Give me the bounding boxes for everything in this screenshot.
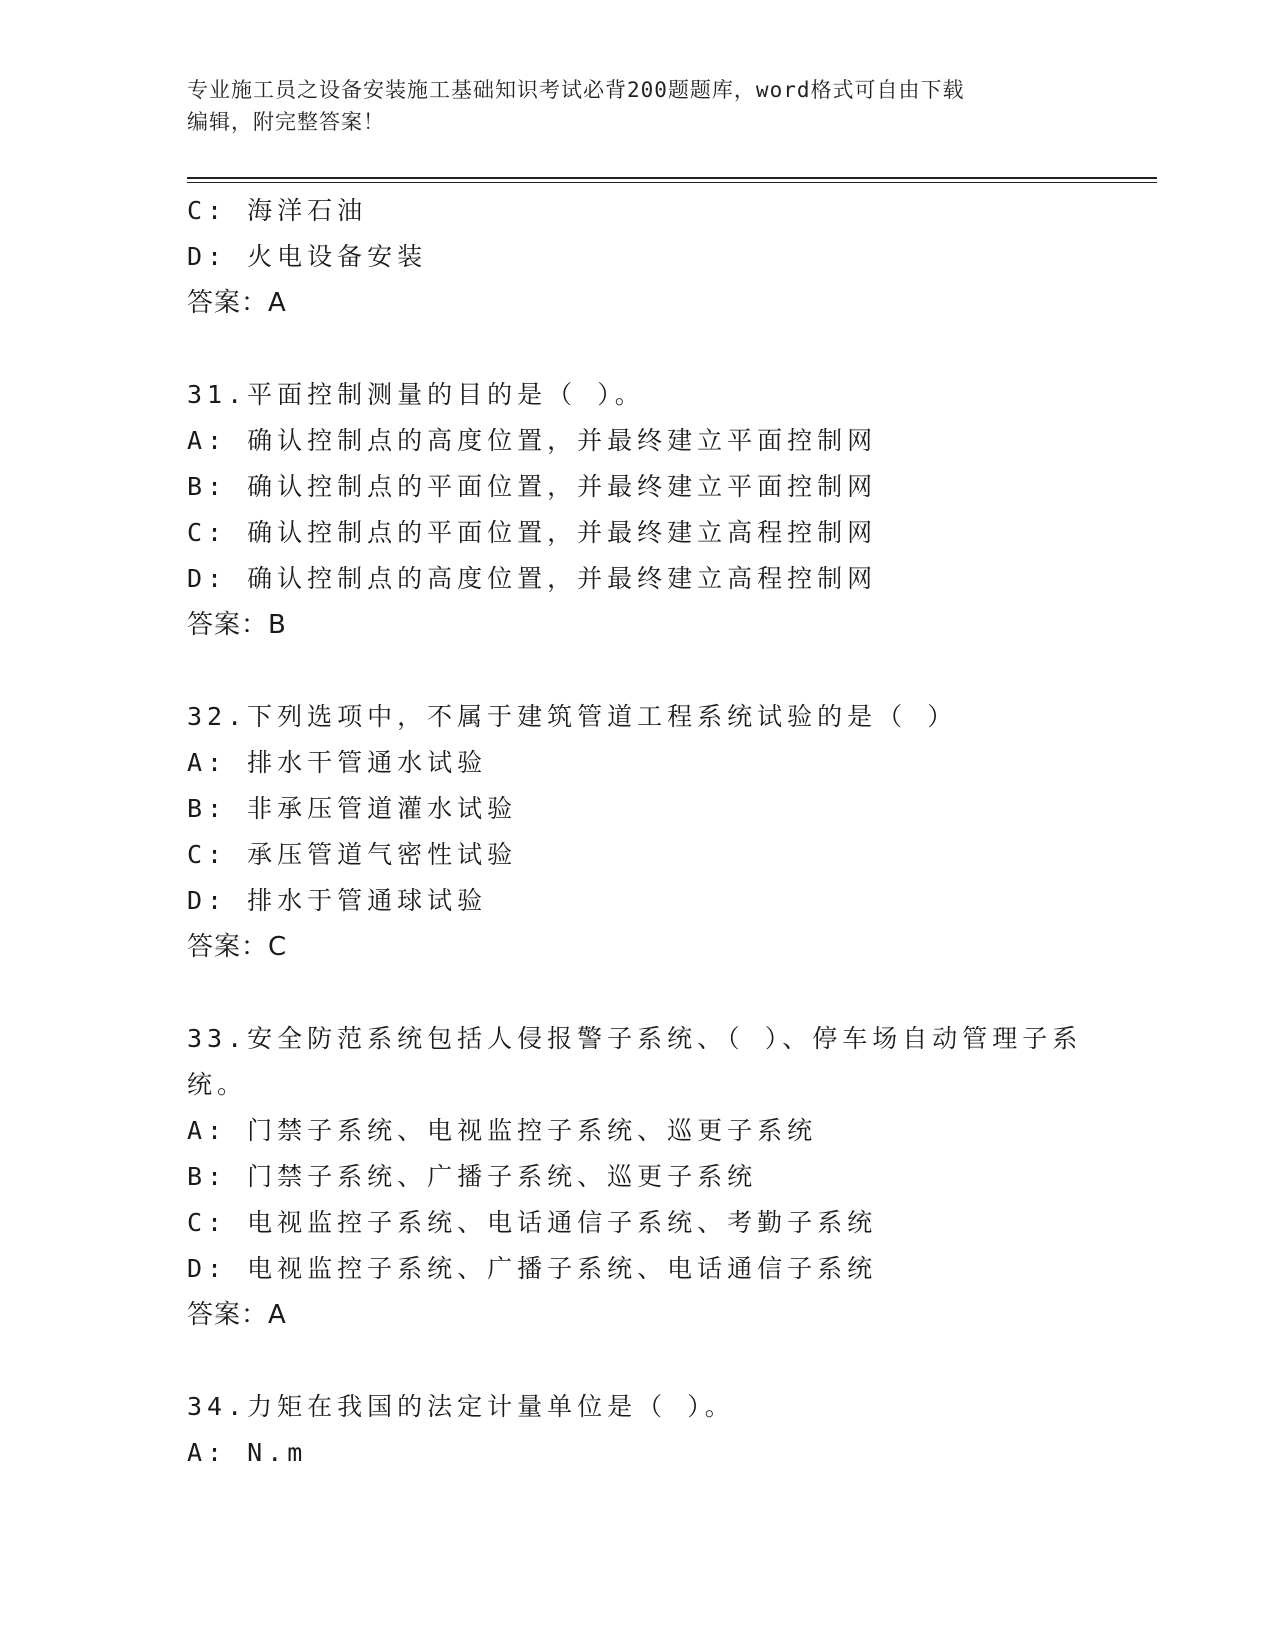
option-d: D: 电视监控子系统、广播子系统、电话通信子系统 xyxy=(187,1254,878,1283)
option-a: A: 门禁子系统、电视监控子系统、巡更子系统 xyxy=(187,1116,818,1145)
option-a: A: 排水干管通水试验 xyxy=(187,748,488,777)
header-divider-thin xyxy=(187,182,1157,183)
header-line-2: 编辑，附完整答案！ xyxy=(187,110,385,134)
header-divider-thick xyxy=(187,177,1157,179)
header-line-1: 专业施工员之设备安装施工基础知识考试必背200题题库，word格式可自由下载 xyxy=(187,78,965,102)
question-stem-line-2: 统。 xyxy=(187,1070,248,1099)
answer-label: 答案：C xyxy=(187,932,288,962)
question-block-30 xyxy=(187,188,1187,326)
question-stem: 34.力矩在我国的法定计量单位是（ ）。 xyxy=(187,1392,735,1421)
answer-label: 答案：B xyxy=(187,610,287,640)
option-b: B: 非承压管道灌水试验 xyxy=(187,794,518,823)
option-c: C: 承压管道气密性试验 xyxy=(187,840,518,869)
option-b: B: 门禁子系统、广播子系统、巡更子系统 xyxy=(187,1162,758,1191)
option-d: D: 排水于管通球试验 xyxy=(187,886,488,915)
option-c: C: 确认控制点的平面位置，并最终建立高程控制网 xyxy=(187,518,878,547)
question-block-31 xyxy=(187,372,1187,648)
question-block-34 xyxy=(187,1384,1187,1476)
question-block-32 xyxy=(187,694,1187,970)
option-b: B: 确认控制点的平面位置，并最终建立平面控制网 xyxy=(187,472,878,501)
answer-label: 答案：A xyxy=(187,1300,287,1330)
option-d: D: 火电设备安装 xyxy=(187,242,428,271)
option-d: D: 确认控制点的高度位置，并最终建立高程控制网 xyxy=(187,564,878,593)
option-a: A: 确认控制点的高度位置，并最终建立平面控制网 xyxy=(187,426,878,455)
document-body xyxy=(187,188,1187,1476)
answer-label: 答案：A xyxy=(187,288,287,318)
option-c: C: 海洋石油 xyxy=(187,196,368,225)
question-stem: 32.下列选项中，不属于建筑管道工程系统试验的是（ ） xyxy=(187,702,958,731)
question-stem: 31.平面控制测量的目的是（ ）。 xyxy=(187,380,645,409)
question-block-33 xyxy=(187,1016,1187,1338)
question-stem-line-1: 33.安全防范系统包括人侵报警子系统、（ ）、停车场自动管理子系 xyxy=(187,1024,1083,1053)
option-a: A: N.m xyxy=(187,1438,308,1467)
option-c: C: 电视监控子系统、电话通信子系统、考勤子系统 xyxy=(187,1208,878,1237)
document-header xyxy=(187,74,1087,138)
